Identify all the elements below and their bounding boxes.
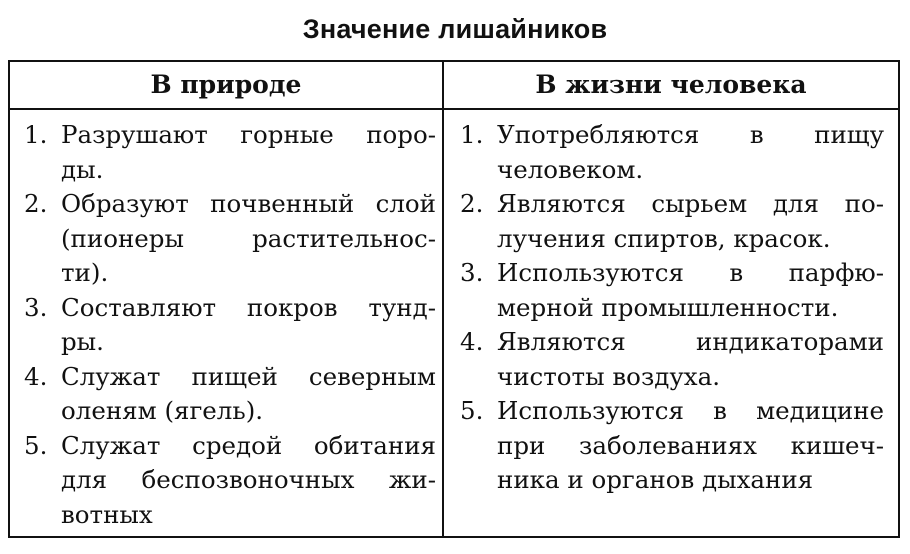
list-item: [24, 118, 436, 187]
human-life-list: [460, 118, 884, 498]
lichen-significance-table: [8, 60, 900, 538]
item-number: 5.: [24, 430, 48, 460]
list-item: [460, 118, 884, 187]
item-number: 3.: [24, 292, 48, 322]
item-number: 2.: [460, 189, 484, 218]
item-line: для беспозвоночных жи-: [61, 465, 436, 494]
item-line: (пионеры растительнос-: [61, 223, 436, 253]
item-line: вотных: [61, 499, 153, 529]
item-line: Образуют почвенный слой: [61, 189, 436, 218]
item-text: [61, 118, 436, 187]
item-line: Служат средой обитания: [61, 430, 436, 460]
item-text: [497, 256, 884, 325]
list-item: [24, 360, 436, 429]
item-number: 2.: [24, 189, 48, 218]
item-text: [497, 394, 884, 498]
nature-list: [24, 118, 436, 532]
item-line: лучения спиртов, красок.: [497, 223, 831, 253]
item-line: Используются в парфю-: [497, 258, 884, 287]
human-life-column: [444, 110, 898, 498]
item-line: Употребляются в пищу: [497, 120, 884, 149]
list-item: [24, 291, 436, 360]
item-line: человеком.: [497, 154, 644, 184]
item-number: 5.: [460, 396, 484, 425]
item-text: [61, 187, 436, 291]
item-text: [497, 325, 884, 394]
item-number: 1.: [24, 120, 48, 149]
list-item: [460, 325, 884, 394]
item-text: [61, 429, 436, 533]
item-line: ды.: [61, 154, 104, 184]
header-human-life: В жизни человека: [535, 70, 807, 99]
item-number: 4.: [460, 327, 484, 356]
list-item: [24, 429, 436, 533]
page-title: Значение лишайников: [302, 14, 608, 44]
nature-column: [10, 110, 442, 532]
item-text: [61, 360, 436, 429]
item-line: Служат пищей северным: [61, 361, 436, 391]
item-line: ника и органов дыхания: [497, 465, 814, 494]
header-nature: В природе: [150, 70, 302, 99]
item-line: Являются сырьем для по-: [497, 189, 884, 218]
item-number: 1.: [460, 120, 484, 149]
list-item: [24, 187, 436, 291]
item-text: [497, 187, 884, 256]
item-line: мерной промышленности.: [497, 292, 839, 322]
item-line: Разрушают горные поро-: [61, 120, 436, 149]
item-text: [497, 118, 884, 187]
item-line: чистоты воздуха.: [497, 361, 721, 391]
item-line: при заболеваниях кишеч-: [497, 430, 884, 460]
item-number: 4.: [24, 361, 48, 391]
item-line: Являются индикаторами: [497, 327, 884, 356]
item-line: Используются в медицине: [497, 396, 884, 425]
list-item: [460, 187, 884, 256]
list-item: [460, 394, 884, 498]
item-line: ти).: [61, 258, 109, 287]
item-text: [61, 291, 436, 360]
item-line: Составляют покров тунд-: [61, 292, 436, 322]
table-header-row: [10, 62, 898, 110]
list-item: [460, 256, 884, 325]
item-line: оленям (ягель).: [61, 396, 264, 425]
item-line: ры.: [61, 327, 104, 356]
item-number: 3.: [460, 258, 484, 287]
